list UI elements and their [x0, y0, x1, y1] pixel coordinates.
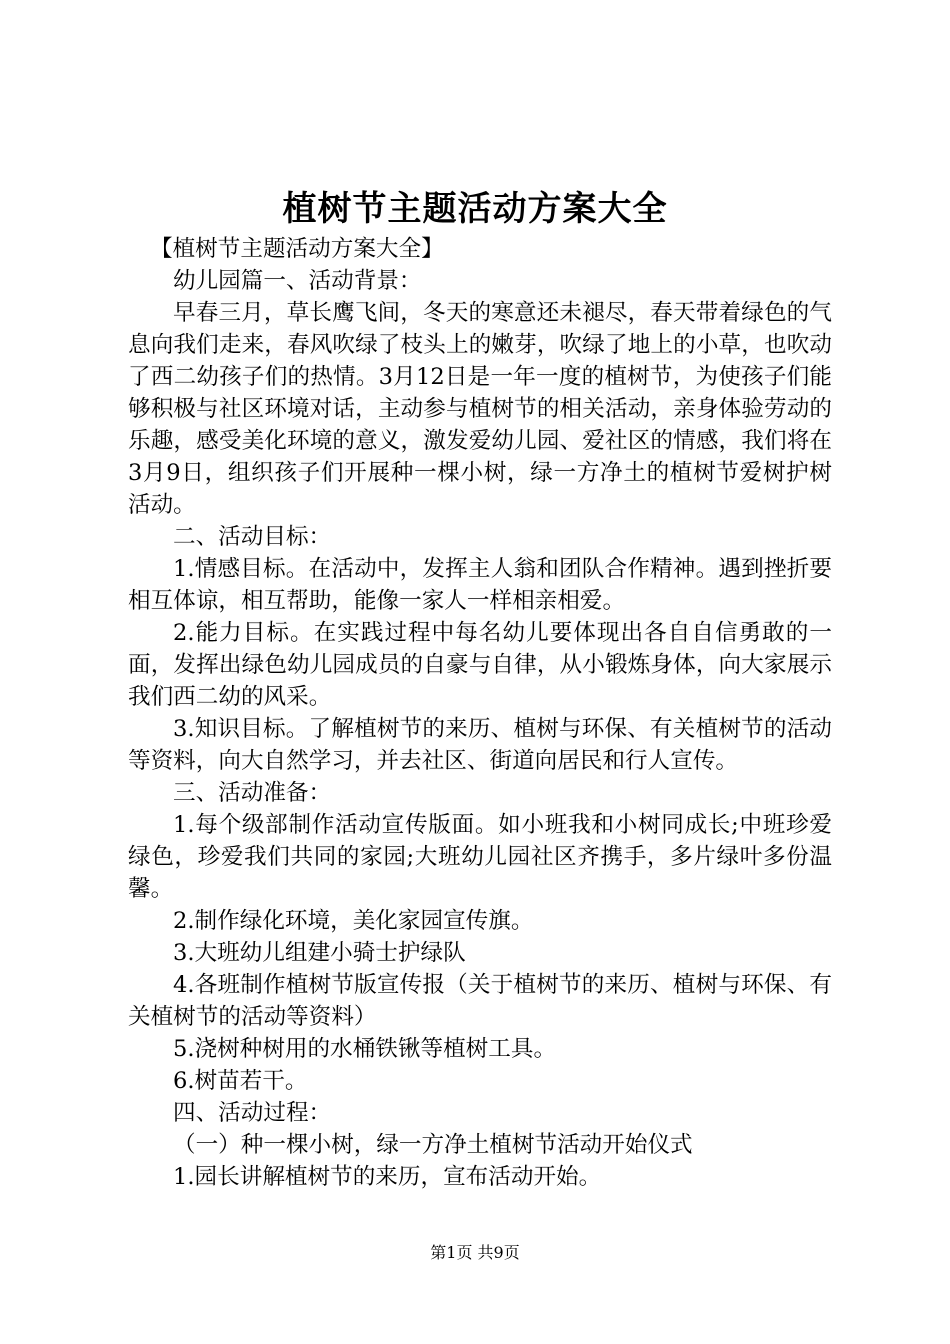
paragraph-prep-3: 3.大班幼儿组建小骑士护绿队	[173, 940, 466, 966]
page-number-footer: 第1页 共9页	[430, 1243, 520, 1262]
paragraph-prep-4: 4.各班制作植树节版宣传报（关于植树节的来历、植树与环保、有关植树节的活动等资料）	[128, 972, 832, 1030]
paragraph-goal-1: 1.情感目标。在活动中，发挥主人翁和团队合作精神。遇到挫折要相互体谅，相互帮助，能像一家人一样相亲相爱。	[128, 556, 832, 614]
paragraph-goal-2: 2.能力目标。在实践过程中每名幼儿要体现出各自自信勇敢的一面，发挥出绿色幼儿园成员的自豪与自律，从小锻炼身体，向大家展示我们西二幼的风采。	[128, 620, 832, 710]
paragraph-section-4: 四、活动过程：	[173, 1100, 332, 1126]
paragraph-section-1: 幼儿园篇一、活动背景：	[173, 268, 422, 294]
document-title: 植树节主题活动方案大全	[282, 189, 668, 229]
paragraph-prep-2: 2.制作绿化环境，美化家园宣传旗。	[173, 908, 534, 934]
paragraph-background: 早春三月，草长鹰飞间，冬天的寒意还未褪尽，春天带着绿色的气息向我们走来，春风吹绿了枝头上的嫩芽，吹绿了地上的小草，也吹动了西二幼孩子们的热情。3月12日是一年一度的植树节，为使孩子们能够积极与社区环境对话，主动参与植树节的相关活动，亲身体验劳动的乐趣，感受美化环境的意义，激发爱幼儿园、爱社区的情感，我们将在3月9日，组织孩子们开展种一棵小树，绿一方净土的植树节爱树护树活动。	[128, 300, 832, 518]
paragraph-process-1-1: 1.园长讲解植树节的来历，宣布活动开始。	[173, 1164, 602, 1190]
document-body	[128, 233, 832, 1193]
paragraph-prep-1: 1.每个级部制作活动宣传版面。如小班我和小树同成长;中班珍爱绿色，珍爱我们共同的家园;大班幼儿园社区齐携手，多片绿叶多份温馨。	[128, 812, 832, 902]
paragraph-heading-bracket: 【植树节主题活动方案大全】	[150, 236, 444, 262]
paragraph-section-3: 三、活动准备：	[173, 780, 332, 806]
paragraph-prep-6: 6.树苗若干。	[173, 1068, 308, 1094]
paragraph-goal-3: 3.知识目标。了解植树节的来历、植树与环保、有关植树节的活动等资料，向大自然学习，并去社区、街道向居民和行人宣传。	[128, 716, 832, 774]
paragraph-process-1: （一）种一棵小树，绿一方净土植树节活动开始仪式	[173, 1132, 693, 1158]
paragraph-prep-5: 5.浇树种树用的水桶铁锹等植树工具。	[173, 1036, 557, 1062]
paragraph-section-2: 二、活动目标：	[173, 524, 332, 550]
